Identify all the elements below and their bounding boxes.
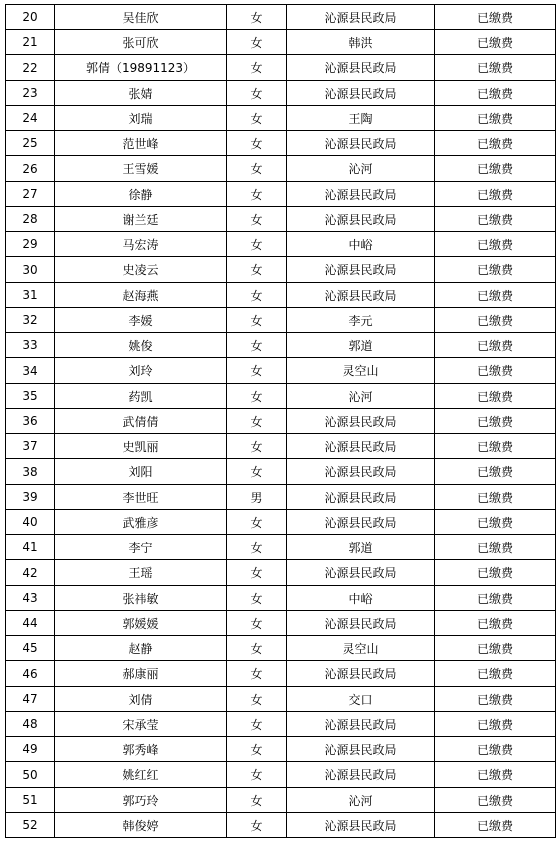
payment-status: 已缴费 bbox=[435, 788, 556, 813]
payment-status: 已缴费 bbox=[435, 308, 556, 333]
row-number: 27 bbox=[6, 182, 55, 207]
row-number: 42 bbox=[6, 560, 55, 586]
person-name: 王雪媛 bbox=[55, 156, 227, 182]
payment-status: 已缴费 bbox=[435, 661, 556, 687]
gender-cell: 女 bbox=[227, 434, 287, 459]
payment-status: 已缴费 bbox=[435, 510, 556, 535]
payment-status: 已缴费 bbox=[435, 30, 556, 55]
table-row bbox=[6, 510, 556, 535]
unit-cell: 郭道 bbox=[287, 535, 435, 560]
table-row bbox=[6, 30, 556, 55]
table-row bbox=[6, 535, 556, 560]
row-number: 22 bbox=[6, 55, 55, 81]
unit-cell: 沁源县民政局 bbox=[287, 131, 435, 156]
row-number: 32 bbox=[6, 308, 55, 333]
unit-cell: 中峪 bbox=[287, 586, 435, 611]
person-name: 吴佳欣 bbox=[55, 5, 227, 30]
gender-cell: 女 bbox=[227, 30, 287, 55]
person-name: 范世峰 bbox=[55, 131, 227, 156]
unit-cell: 沁源县民政局 bbox=[287, 611, 435, 636]
table-row bbox=[6, 611, 556, 636]
unit-cell: 灵空山 bbox=[287, 636, 435, 661]
payment-status: 已缴费 bbox=[435, 586, 556, 611]
table-row bbox=[6, 737, 556, 762]
payment-roster-table bbox=[5, 4, 556, 838]
person-name: 赵静 bbox=[55, 636, 227, 661]
person-name: 王瑶 bbox=[55, 560, 227, 586]
person-name: 刘瑞 bbox=[55, 106, 227, 131]
payment-status: 已缴费 bbox=[435, 5, 556, 30]
payment-status: 已缴费 bbox=[435, 636, 556, 661]
payment-status: 已缴费 bbox=[435, 232, 556, 257]
table-row bbox=[6, 712, 556, 737]
gender-cell: 女 bbox=[227, 560, 287, 586]
gender-cell: 女 bbox=[227, 813, 287, 838]
person-name: 郭巧玲 bbox=[55, 788, 227, 813]
person-name: 李世旺 bbox=[55, 485, 227, 510]
payment-status: 已缴费 bbox=[435, 813, 556, 838]
gender-cell: 女 bbox=[227, 409, 287, 434]
gender-cell: 女 bbox=[227, 459, 287, 485]
table-row bbox=[6, 813, 556, 838]
gender-cell: 女 bbox=[227, 55, 287, 81]
unit-cell: 沁源县民政局 bbox=[287, 283, 435, 308]
person-name: 郭倩（19891123） bbox=[55, 55, 227, 81]
unit-cell: 郭道 bbox=[287, 333, 435, 358]
payment-status: 已缴费 bbox=[435, 560, 556, 586]
table-row bbox=[6, 207, 556, 232]
person-name: 张可欣 bbox=[55, 30, 227, 55]
row-number: 35 bbox=[6, 384, 55, 409]
row-number: 30 bbox=[6, 257, 55, 283]
row-number: 26 bbox=[6, 156, 55, 182]
table-row bbox=[6, 409, 556, 434]
row-number: 34 bbox=[6, 358, 55, 384]
table-row bbox=[6, 257, 556, 283]
payment-status: 已缴费 bbox=[435, 712, 556, 737]
unit-cell: 韩洪 bbox=[287, 30, 435, 55]
gender-cell: 女 bbox=[227, 788, 287, 813]
unit-cell: 沁源县民政局 bbox=[287, 5, 435, 30]
row-number: 38 bbox=[6, 459, 55, 485]
gender-cell: 男 bbox=[227, 485, 287, 510]
unit-cell: 沁源县民政局 bbox=[287, 485, 435, 510]
payment-status: 已缴费 bbox=[435, 485, 556, 510]
gender-cell: 女 bbox=[227, 283, 287, 308]
unit-cell: 灵空山 bbox=[287, 358, 435, 384]
person-name: 李媛 bbox=[55, 308, 227, 333]
payment-status: 已缴费 bbox=[435, 257, 556, 283]
row-number: 46 bbox=[6, 661, 55, 687]
person-name: 史凌云 bbox=[55, 257, 227, 283]
payment-status: 已缴费 bbox=[435, 207, 556, 232]
unit-cell: 王陶 bbox=[287, 106, 435, 131]
payment-status: 已缴费 bbox=[435, 156, 556, 182]
row-number: 41 bbox=[6, 535, 55, 560]
unit-cell: 交口 bbox=[287, 687, 435, 712]
table-row bbox=[6, 384, 556, 409]
table-row bbox=[6, 308, 556, 333]
unit-cell: 沁源县民政局 bbox=[287, 459, 435, 485]
unit-cell: 沁源县民政局 bbox=[287, 560, 435, 586]
gender-cell: 女 bbox=[227, 106, 287, 131]
row-number: 43 bbox=[6, 586, 55, 611]
unit-cell: 沁源县民政局 bbox=[287, 409, 435, 434]
gender-cell: 女 bbox=[227, 232, 287, 257]
gender-cell: 女 bbox=[227, 535, 287, 560]
gender-cell: 女 bbox=[227, 661, 287, 687]
table-row bbox=[6, 358, 556, 384]
gender-cell: 女 bbox=[227, 207, 287, 232]
person-name: 张婧 bbox=[55, 81, 227, 106]
payment-status: 已缴费 bbox=[435, 535, 556, 560]
row-number: 36 bbox=[6, 409, 55, 434]
payment-status: 已缴费 bbox=[435, 283, 556, 308]
table-row bbox=[6, 485, 556, 510]
row-number: 21 bbox=[6, 30, 55, 55]
gender-cell: 女 bbox=[227, 182, 287, 207]
person-name: 张祎敏 bbox=[55, 586, 227, 611]
row-number: 25 bbox=[6, 131, 55, 156]
table-row bbox=[6, 131, 556, 156]
unit-cell: 沁源县民政局 bbox=[287, 712, 435, 737]
gender-cell: 女 bbox=[227, 5, 287, 30]
person-name: 马宏涛 bbox=[55, 232, 227, 257]
payment-status: 已缴费 bbox=[435, 333, 556, 358]
gender-cell: 女 bbox=[227, 586, 287, 611]
table-row bbox=[6, 106, 556, 131]
row-number: 33 bbox=[6, 333, 55, 358]
unit-cell: 沁源县民政局 bbox=[287, 813, 435, 838]
row-number: 40 bbox=[6, 510, 55, 535]
unit-cell: 沁源县民政局 bbox=[287, 81, 435, 106]
person-name: 刘阳 bbox=[55, 459, 227, 485]
payment-status: 已缴费 bbox=[435, 55, 556, 81]
unit-cell: 沁源县民政局 bbox=[287, 737, 435, 762]
unit-cell: 中峪 bbox=[287, 232, 435, 257]
payment-status: 已缴费 bbox=[435, 434, 556, 459]
unit-cell: 沁源县民政局 bbox=[287, 510, 435, 535]
payment-status: 已缴费 bbox=[435, 737, 556, 762]
person-name: 刘玲 bbox=[55, 358, 227, 384]
row-number: 37 bbox=[6, 434, 55, 459]
row-number: 20 bbox=[6, 5, 55, 30]
gender-cell: 女 bbox=[227, 636, 287, 661]
person-name: 姚红红 bbox=[55, 762, 227, 788]
gender-cell: 女 bbox=[227, 611, 287, 636]
payment-status: 已缴费 bbox=[435, 459, 556, 485]
payment-status: 已缴费 bbox=[435, 384, 556, 409]
table-row bbox=[6, 788, 556, 813]
gender-cell: 女 bbox=[227, 510, 287, 535]
person-name: 郭媛媛 bbox=[55, 611, 227, 636]
row-number: 49 bbox=[6, 737, 55, 762]
table-row bbox=[6, 283, 556, 308]
gender-cell: 女 bbox=[227, 333, 287, 358]
unit-cell: 沁河 bbox=[287, 384, 435, 409]
gender-cell: 女 bbox=[227, 257, 287, 283]
row-number: 31 bbox=[6, 283, 55, 308]
gender-cell: 女 bbox=[227, 762, 287, 788]
table-row bbox=[6, 762, 556, 788]
gender-cell: 女 bbox=[227, 156, 287, 182]
gender-cell: 女 bbox=[227, 358, 287, 384]
person-name: 谢兰廷 bbox=[55, 207, 227, 232]
person-name: 宋承莹 bbox=[55, 712, 227, 737]
unit-cell: 沁河 bbox=[287, 788, 435, 813]
person-name: 药凯 bbox=[55, 384, 227, 409]
unit-cell: 沁源县民政局 bbox=[287, 55, 435, 81]
unit-cell: 沁源县民政局 bbox=[287, 182, 435, 207]
row-number: 23 bbox=[6, 81, 55, 106]
unit-cell: 沁源县民政局 bbox=[287, 207, 435, 232]
row-number: 28 bbox=[6, 207, 55, 232]
gender-cell: 女 bbox=[227, 81, 287, 106]
person-name: 武雅彦 bbox=[55, 510, 227, 535]
table-row bbox=[6, 636, 556, 661]
table-row bbox=[6, 182, 556, 207]
table-row bbox=[6, 5, 556, 30]
unit-cell: 沁源县民政局 bbox=[287, 762, 435, 788]
table-row bbox=[6, 661, 556, 687]
person-name: 姚俊 bbox=[55, 333, 227, 358]
person-name: 徐静 bbox=[55, 182, 227, 207]
row-number: 29 bbox=[6, 232, 55, 257]
table-row bbox=[6, 459, 556, 485]
row-number: 45 bbox=[6, 636, 55, 661]
payment-status: 已缴费 bbox=[435, 687, 556, 712]
gender-cell: 女 bbox=[227, 384, 287, 409]
roster-body bbox=[6, 5, 556, 838]
person-name: 郝康丽 bbox=[55, 661, 227, 687]
table-row bbox=[6, 55, 556, 81]
table-row bbox=[6, 560, 556, 586]
payment-status: 已缴费 bbox=[435, 182, 556, 207]
payment-status: 已缴费 bbox=[435, 81, 556, 106]
unit-cell: 沁源县民政局 bbox=[287, 257, 435, 283]
table-row bbox=[6, 81, 556, 106]
payment-status: 已缴费 bbox=[435, 611, 556, 636]
payment-status: 已缴费 bbox=[435, 131, 556, 156]
table-row bbox=[6, 156, 556, 182]
row-number: 24 bbox=[6, 106, 55, 131]
unit-cell: 沁源县民政局 bbox=[287, 434, 435, 459]
table-row bbox=[6, 232, 556, 257]
payment-status: 已缴费 bbox=[435, 409, 556, 434]
table-row bbox=[6, 687, 556, 712]
row-number: 50 bbox=[6, 762, 55, 788]
gender-cell: 女 bbox=[227, 687, 287, 712]
row-number: 39 bbox=[6, 485, 55, 510]
table-row bbox=[6, 586, 556, 611]
person-name: 韩俊婷 bbox=[55, 813, 227, 838]
gender-cell: 女 bbox=[227, 737, 287, 762]
person-name: 史凯丽 bbox=[55, 434, 227, 459]
payment-status: 已缴费 bbox=[435, 762, 556, 788]
person-name: 赵海燕 bbox=[55, 283, 227, 308]
row-number: 44 bbox=[6, 611, 55, 636]
payment-status: 已缴费 bbox=[435, 106, 556, 131]
table-row bbox=[6, 434, 556, 459]
unit-cell: 沁河 bbox=[287, 156, 435, 182]
gender-cell: 女 bbox=[227, 712, 287, 737]
person-name: 武倩倩 bbox=[55, 409, 227, 434]
row-number: 51 bbox=[6, 788, 55, 813]
unit-cell: 沁源县民政局 bbox=[287, 661, 435, 687]
gender-cell: 女 bbox=[227, 308, 287, 333]
row-number: 47 bbox=[6, 687, 55, 712]
gender-cell: 女 bbox=[227, 131, 287, 156]
person-name: 李宁 bbox=[55, 535, 227, 560]
payment-status: 已缴费 bbox=[435, 358, 556, 384]
row-number: 48 bbox=[6, 712, 55, 737]
row-number: 52 bbox=[6, 813, 55, 838]
unit-cell: 李元 bbox=[287, 308, 435, 333]
person-name: 郭秀峰 bbox=[55, 737, 227, 762]
person-name: 刘倩 bbox=[55, 687, 227, 712]
table-row bbox=[6, 333, 556, 358]
